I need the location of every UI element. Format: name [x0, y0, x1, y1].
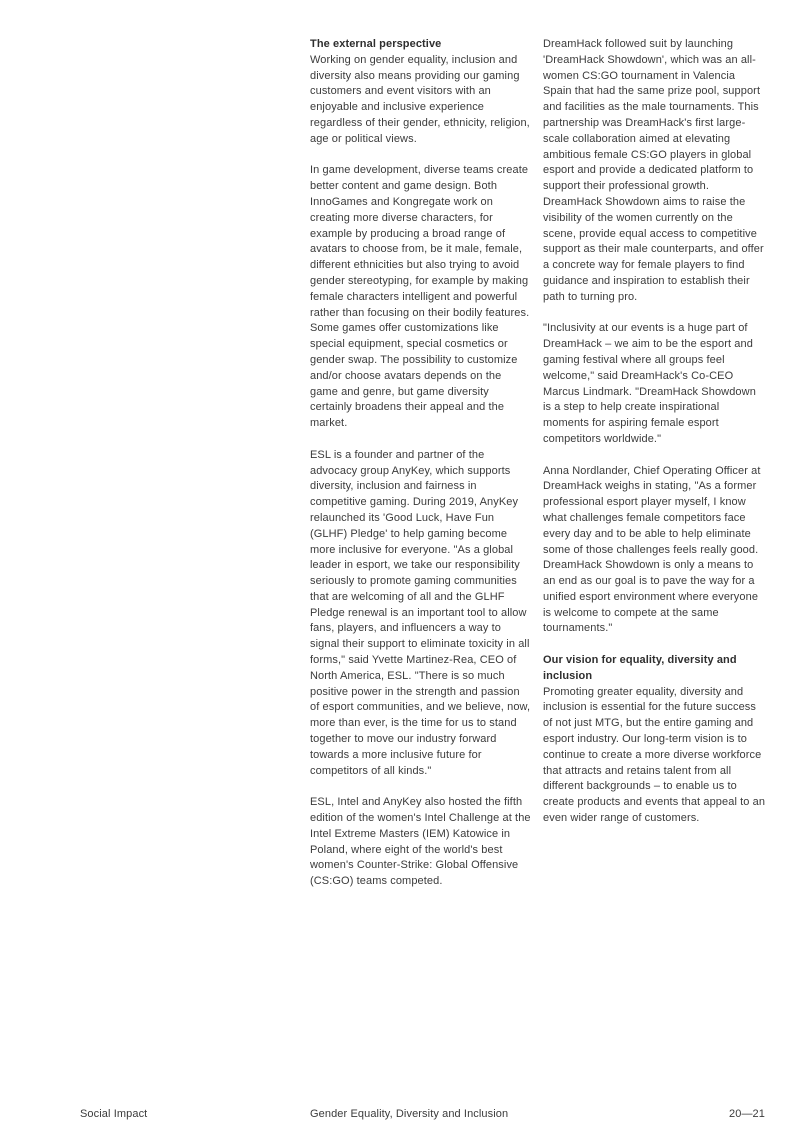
column-right [543, 37, 766, 827]
paragraph: ESL is a founder and partner of the advocacy group AnyKey, which supports diversity, inclusion and fairness in competitive gaming. During 2019, AnyKey relaunched its 'Good Luck, Have Fun (GLHF) Pledge' to help gaming become more inclusive for everyone. "As a global leader in esport, we take our responsibility seriously to promote gaming communities that are welcoming of all and the GLHF Pledge renewal is an important tool to allow fans, players, and influencers a way to signal their support to eliminate toxicity in all forms," said Yvette Martinez-Rea, CEO of North America, ESL. "There is so much positive power in the strength and passion of esport communities, and we believe, now, more than ever, is the time for us to stand together to move our industry forward towards a more inclusive future for competitors of all kinds." [310, 448, 531, 777]
paragraph: "Inclusivity at our events is a huge part of DreamHack – we aim to be the esport and gaming festival where all groups feel welcome," said DreamHack's Co-CEO Marcus Lindmark. "DreamHack Showdown is a step to help create inspirational moments for aspiring female esport competitors worldwide." [543, 322, 756, 445]
paragraph: Promoting greater equality, diversity and inclusion is essential for the future success of not just MTG, but the entire gaming and esport industry. Our long-term vision is to continue to create a more diverse workforce that attracts and retains talent from all different backgrounds – to enable us to create products and events that appeal to an even wider range of customers. [543, 685, 766, 825]
paragraph: ESL, Intel and AnyKey also hosted the fifth edition of the women's Intel Challenge at the Intel Extreme Masters (IEM) Katowice in Poland, where eight of the world's best women's Counter-Strike: Global Offensive (CS:GO) teams competed. [310, 796, 531, 888]
paragraph: DreamHack followed suit by launching 'DreamHack Showdown', which was an all-women CS:GO tournament in Valencia Spain that had the same prize pool, support and facilities as the male tournaments. This partnership was DreamHack's first large-scale collaboration aimed at elevating ambitious female CS:GO players in global esport and provide a dedicated platform to support their professional growth. DreamHack Showdown aims to raise the visibility of the women currently on the scene, provide equal access to competitive support as their male counterparts, and offer a concrete way for female players to find guidance and inspiration to establish their path to turning pro. [543, 38, 764, 303]
section-heading-external-perspective: The external perspective [310, 38, 442, 50]
page-footer [0, 1106, 800, 1122]
column-left [310, 37, 531, 890]
paragraph: In game development, diverse teams create better content and game design. Both InnoGames and Kongregate work on creating more diverse characters, for example by producing a broad range of avatars to choose from, be it male, female, different ethnicities but also trying to avoid gender stereotyping, for example by making female characters intelligent and powerful rather than focusing on their bodily features. Some games offer customizations like special equipment, special cosmetics or gender swap. The possibility to customize and/or choose avatars depends on the game and genre, but game diversity certainly broadens their appeal and the market. [310, 164, 530, 430]
footer-chapter-label: Gender Equality, Diversity and Inclusion [310, 1108, 509, 1120]
footer-page-number: 20—21 [729, 1108, 765, 1120]
footer-section-label: Social Impact [80, 1108, 148, 1120]
paragraph: Anna Nordlander, Chief Operating Officer at DreamHack weighs in stating, "As a former professional esport player myself, I know what challenges female competitors face every day and to be able to help eliminate some of those challenges feels really good. DreamHack Showdown is only a means to an end as our goal is to pave the way for a unified esport environment where everyone is welcome to compete at the same tournaments." [543, 464, 761, 635]
paragraph: Working on gender equality, inclusion and diversity also means providing our gaming customers and event visitors with an enjoyable and inclusive experience regardless of their gender, ethnicity, religion, age or political views. [310, 53, 530, 145]
section-heading-our-vision: Our vision for equality, diversity and inclusion [543, 654, 737, 682]
